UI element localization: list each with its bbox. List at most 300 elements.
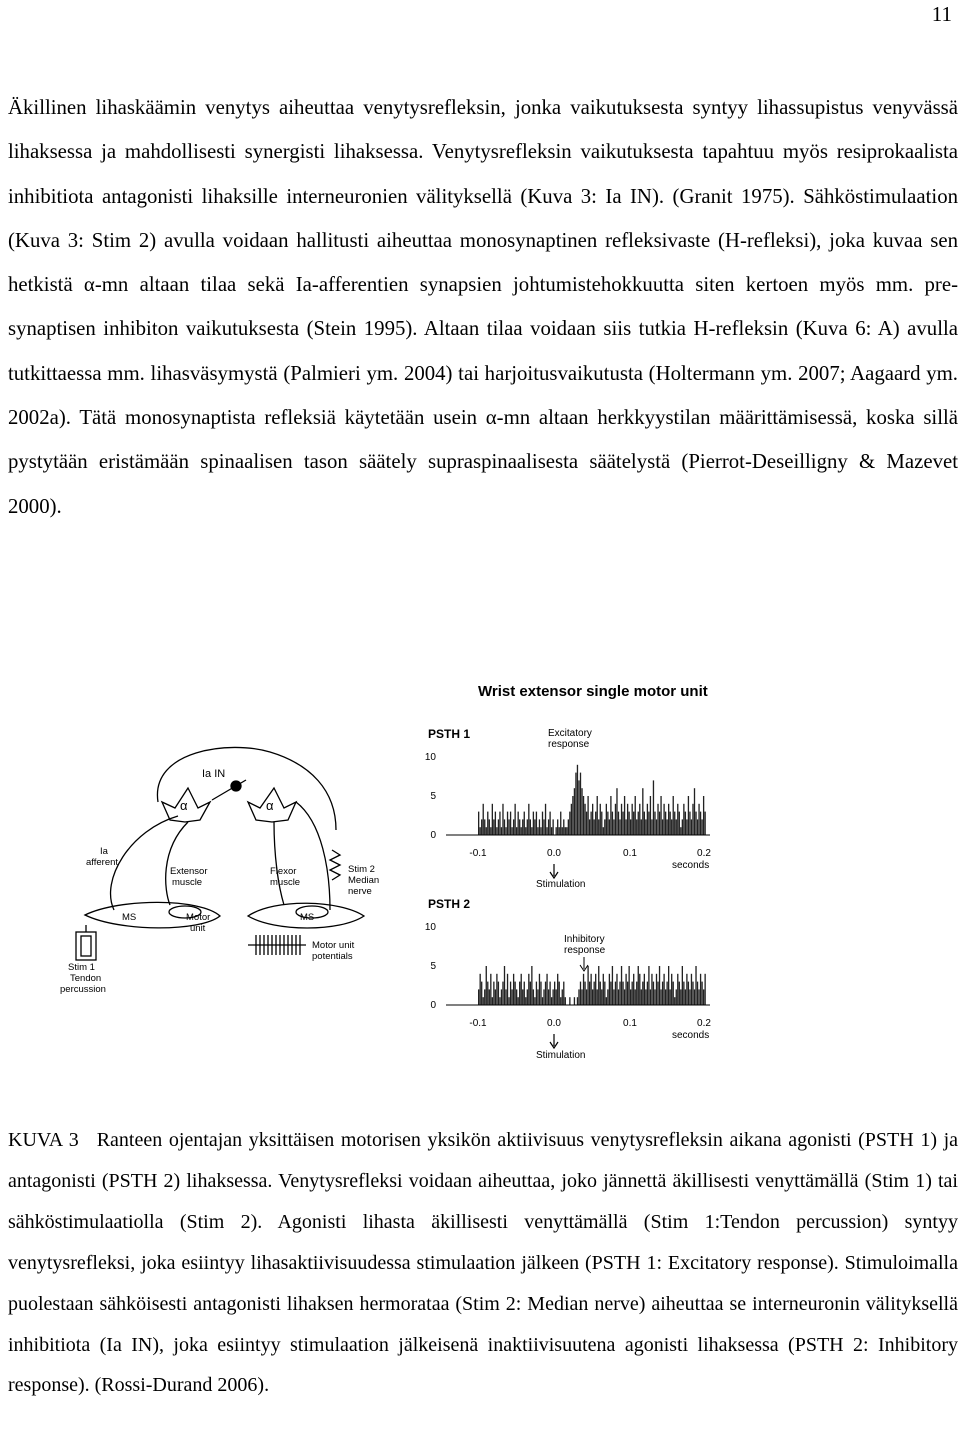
psth2-xtick-01: 0.1	[623, 1018, 637, 1029]
psth1-bar	[572, 796, 573, 835]
psth2-xlabel: seconds	[672, 1030, 710, 1041]
psth1-bar	[493, 819, 494, 835]
psth1-bar	[704, 812, 705, 835]
psth2-annotation-line2: response	[564, 945, 606, 956]
psth1-bar	[551, 827, 552, 835]
psth1-bar	[595, 812, 596, 835]
psth2-bar	[662, 982, 663, 1005]
psth1-bar	[533, 812, 534, 835]
psth2-bar	[656, 974, 657, 1005]
psth1-bar	[653, 780, 654, 835]
psth1-xtick-01: 0.1	[623, 848, 637, 859]
psth1-bar	[587, 796, 588, 835]
psth1-bar	[603, 827, 604, 835]
psth2-bar	[636, 982, 637, 1005]
psth2-bar	[703, 989, 704, 1005]
psth2-bar	[597, 989, 598, 1005]
psth1-bar	[549, 812, 550, 835]
psth1-ytick-10: 10	[424, 752, 436, 763]
psth2-bar	[501, 989, 502, 1005]
label-ms-left: MS	[122, 912, 137, 923]
figure-caption	[8, 1120, 958, 1406]
label-stim2-1: Stim 2	[348, 864, 375, 875]
psth2-bar	[496, 974, 497, 1005]
psth2-bar	[697, 982, 698, 1005]
psth2-bar	[565, 997, 566, 1005]
psth2-bar	[490, 974, 491, 1005]
psth1-bar	[606, 804, 607, 835]
psth2-bar	[665, 989, 666, 1005]
psth2-bar	[600, 982, 601, 1005]
psth1-bar	[685, 812, 686, 835]
psth2-bar	[556, 989, 557, 1005]
psth2-bar	[625, 974, 626, 1005]
psth1-bar	[689, 812, 690, 835]
psth2-bar	[671, 974, 672, 1005]
psth2-bar	[657, 982, 658, 1005]
label-extensor-2: muscle	[172, 877, 203, 888]
psth1-bar	[660, 796, 661, 835]
psth1-bar	[694, 788, 695, 835]
psth1-bar	[590, 812, 591, 835]
psth1-bar	[698, 804, 699, 835]
psth2-bars	[478, 966, 706, 1005]
psth1-bar	[592, 804, 593, 835]
psth1-bar	[490, 827, 491, 835]
psth2-bar	[534, 997, 535, 1005]
psth1-bar	[674, 812, 675, 835]
psth2-bar	[493, 982, 494, 1005]
psth2-bar	[583, 974, 584, 1005]
psth1-bar	[673, 796, 674, 835]
caption-text: Ranteen ojentajan yksittäisen motorisen yksikön aktiivisuus venytysrefleksin aikana agonisti (PSTH 1) ja antagonisti (PSTH 2) lihaksessa. Venytysrefleksi voidaan aiheuttaa, joko jännettä äkillisesti venyttämällä (Stim 1) tai sähköstimulaatiolla (Stim 2). Agonisti lihasta äkillisesti venyttämällä (Stim 1:Tendon percussion) syntyy venytysrefleksi, joka esiintyy lihasaktiivisuudessa stimulaation jälkeen (PSTH 1: Excitatory response). Stimuloimalla puolestaan sähköisesti antagonisti lihaksen hermorataa (Stim 2: Median nerve) aiheuttaa se interneuronin välityksellä inhibitiota (Ia IN), joka esiintyy stimulaation jälkeisenä inaktiivisuutena agonisti lihaksessa (PSTH 2: Inhibitory response). (Rossi-Durand 2006).	[8, 1129, 959, 1397]
psth2-bar	[554, 982, 555, 1005]
page-number: 11	[931, 2, 952, 26]
psth1-bar	[525, 827, 526, 835]
label-motor-unit-1: Motor	[186, 912, 211, 923]
psth1-bar	[615, 804, 616, 835]
psth2-bar	[606, 997, 607, 1005]
psth1-bar	[481, 819, 482, 835]
psth2-bar	[586, 989, 587, 1005]
psth1-title: PSTH 1	[428, 727, 471, 741]
psth1-bar	[668, 804, 669, 835]
psth2-bar	[540, 982, 541, 1005]
psth2-bar	[519, 982, 520, 1005]
psth1-bar	[566, 827, 567, 835]
psth2-bar	[507, 974, 508, 1005]
psth2-bar	[604, 982, 605, 1005]
psth1-bar	[580, 773, 581, 835]
psth1-bar	[565, 827, 566, 835]
psth1-bar	[644, 812, 645, 835]
psth1-bar	[486, 827, 487, 835]
psth1-bar	[560, 812, 561, 835]
psth2-bar	[674, 997, 675, 1005]
psth2-bar	[632, 982, 633, 1005]
psth2-bar	[574, 997, 575, 1005]
figure-kuva-3	[60, 680, 730, 1075]
psth2-bar	[484, 989, 485, 1005]
psth1-bar	[628, 812, 629, 835]
psth1-bar	[635, 796, 636, 835]
psth1-bar	[671, 819, 672, 835]
psth2-bar	[676, 989, 677, 1005]
psth2-bar	[539, 974, 540, 1005]
label-flexor-2: muscle	[270, 877, 301, 888]
psth2-bar	[642, 982, 643, 1005]
psth2-bar	[552, 989, 553, 1005]
psth2-bar	[610, 982, 611, 1005]
psth2-bar	[644, 974, 645, 1005]
psth1-bar	[574, 788, 575, 835]
psth1-bar	[670, 812, 671, 835]
psth1-bar	[504, 819, 505, 835]
psth2-bar	[478, 989, 479, 1005]
psth1-bar	[594, 819, 595, 835]
psth1-bar	[546, 827, 547, 835]
psth1-stimulation-arrow	[550, 864, 558, 878]
label-ia-afferent-2: afferent	[86, 857, 119, 868]
psth2-bar	[682, 966, 683, 1005]
psth1-bar	[505, 827, 506, 835]
psth1-bar	[518, 812, 519, 835]
psth1-bar	[632, 804, 633, 835]
psth2-bar	[486, 966, 487, 1005]
psth1-bar	[559, 827, 560, 835]
psth1-bar	[663, 804, 664, 835]
psth1-bar	[682, 819, 683, 835]
psth2-bar	[612, 966, 613, 1005]
psth1-bar	[677, 804, 678, 835]
psth2-bar	[559, 982, 560, 1005]
psth1-bar	[612, 812, 613, 835]
psth1-bar	[495, 812, 496, 835]
figure-svg	[60, 680, 730, 1075]
psth2-bar	[628, 966, 629, 1005]
label-ia-afferent-1: Ia	[100, 846, 108, 857]
psth2-bar	[527, 989, 528, 1005]
psth1-bar	[645, 819, 646, 835]
psth2-bar	[483, 997, 484, 1005]
psth2-bar	[692, 982, 693, 1005]
psth1-stimulation-label: Stimulation	[536, 879, 586, 890]
psth1-bar	[657, 804, 658, 835]
psth2-bar	[685, 989, 686, 1005]
label-alpha-left: α	[180, 798, 188, 813]
psth1-bar	[584, 804, 585, 835]
psth2-bar	[633, 974, 634, 1005]
psth2-bar	[492, 997, 493, 1005]
psth2-xtick-02: 0.2	[697, 1018, 711, 1029]
psth2-bar	[508, 997, 509, 1005]
psth2-ytick-0: 0	[430, 1000, 436, 1011]
psth1-bar	[511, 827, 512, 835]
psth2-bar	[580, 982, 581, 1005]
psth2-bar	[673, 982, 674, 1005]
psth2-bar	[548, 989, 549, 1005]
psth2-annotation-line1: Inhibitory	[564, 934, 605, 945]
label-motor-unit-2: unit	[190, 923, 206, 934]
psth1-bar	[562, 827, 563, 835]
caption-label: KUVA 3	[8, 1129, 79, 1151]
psth2-bar	[679, 982, 680, 1005]
psth1-bar	[641, 819, 642, 835]
psth1-bar	[659, 812, 660, 835]
psth2-bar	[495, 989, 496, 1005]
psth2-title: PSTH 2	[428, 897, 471, 911]
psth2-bar	[668, 966, 669, 1005]
psth1-ytick-0: 0	[430, 830, 436, 841]
label-mup-2: potentials	[312, 951, 353, 962]
psth1-bar	[581, 788, 582, 835]
psth1-bar	[703, 796, 704, 835]
psth2-bar	[701, 982, 702, 1005]
psth2-bar	[654, 989, 655, 1005]
psth1-bar	[609, 819, 610, 835]
psth1-bar	[537, 827, 538, 835]
psth1-xtick-m01: -0.1	[469, 848, 487, 859]
psth2-bar	[691, 974, 692, 1005]
psth1-bar	[539, 819, 540, 835]
psth2-bar	[638, 966, 639, 1005]
psth2-bar	[528, 974, 529, 1005]
psth1-bar	[569, 812, 570, 835]
psth1-bar	[498, 819, 499, 835]
psth1-bar	[618, 812, 619, 835]
psth2-bar	[639, 974, 640, 1005]
psth1-bar	[616, 788, 617, 835]
psth2-bar	[531, 966, 532, 1005]
psth1-bar	[568, 819, 569, 835]
psth2-bar	[688, 982, 689, 1005]
psth2-bar	[560, 997, 561, 1005]
psth2-bar	[683, 982, 684, 1005]
psth1-bar	[633, 812, 634, 835]
psth2-bar	[616, 974, 617, 1005]
psth2-bar	[481, 982, 482, 1005]
psth1-bar	[545, 804, 546, 835]
psth1-xtick-02: 0.2	[697, 848, 711, 859]
psth2-bar	[598, 966, 599, 1005]
psth1-bar	[489, 819, 490, 835]
psth2-bar	[542, 997, 543, 1005]
psth2-bar	[543, 989, 544, 1005]
psth1-bar	[510, 812, 511, 835]
psth2-bar	[551, 997, 552, 1005]
psth1-bar	[502, 804, 503, 835]
psth1-bar	[540, 827, 541, 835]
psth1-bar	[680, 827, 681, 835]
psth2-bar	[546, 974, 547, 1005]
psth2-bar	[563, 982, 564, 1005]
psth2-bar	[518, 997, 519, 1005]
psth2-bar	[635, 989, 636, 1005]
psth2-bar	[514, 982, 515, 1005]
psth2-bar	[618, 989, 619, 1005]
psth2-bar	[521, 974, 522, 1005]
psth2-bar	[504, 966, 505, 1005]
psth1-bar	[507, 812, 508, 835]
psth1-bar	[496, 827, 497, 835]
psth2-bar	[660, 989, 661, 1005]
psth2-bar	[653, 982, 654, 1005]
psth2-bar	[513, 974, 514, 1005]
psth1-bar	[683, 804, 684, 835]
psth1-bar	[697, 819, 698, 835]
psth2-bar	[704, 974, 705, 1005]
psth1-bar	[499, 812, 500, 835]
psth2-bar	[627, 982, 628, 1005]
psth2-bar	[621, 966, 622, 1005]
psth1-bar	[666, 819, 667, 835]
psth1-bar	[654, 812, 655, 835]
psth2-bar	[648, 966, 649, 1005]
psth1-bar	[552, 819, 553, 835]
psth1-bar	[600, 804, 601, 835]
psth2-bar	[630, 989, 631, 1005]
psth1-bar	[701, 819, 702, 835]
psth1-bar	[624, 796, 625, 835]
psth2-bar	[698, 989, 699, 1005]
psth2-bar	[522, 989, 523, 1005]
psth1-bar	[651, 819, 652, 835]
psth1-bar	[519, 819, 520, 835]
psth1-bar	[642, 788, 643, 835]
psth1-bar	[521, 827, 522, 835]
psth2-bar	[587, 966, 588, 1005]
psth1-bar	[487, 812, 488, 835]
psth1-bar	[625, 819, 626, 835]
psth2-inhibitory-arrow	[580, 957, 588, 971]
psth1-bar	[536, 812, 537, 835]
psth2-bar	[594, 982, 595, 1005]
label-ms-right: MS	[300, 912, 315, 923]
psth1-bars	[478, 765, 706, 835]
psth2-bar	[677, 974, 678, 1005]
psth1-xlabel: seconds	[672, 860, 710, 871]
figure-title: Wrist extensor single motor unit	[478, 683, 708, 700]
psth2-bar	[680, 989, 681, 1005]
psth1-bar	[610, 796, 611, 835]
psth1-bar	[662, 819, 663, 835]
psth2-bar	[549, 982, 550, 1005]
psth1-bar	[607, 812, 608, 835]
psth1-bar	[613, 819, 614, 835]
psth2-bar	[607, 989, 608, 1005]
psth2-bar	[487, 982, 488, 1005]
psth2-bar	[480, 974, 481, 1005]
psth1-bar	[571, 804, 572, 835]
psth2-bar	[663, 974, 664, 1005]
psth1-bar	[636, 819, 637, 835]
psth2-bar	[650, 989, 651, 1005]
psth2-bar	[622, 982, 623, 1005]
psth2-bar	[557, 974, 558, 1005]
psth1-xtick-0: 0.0	[547, 848, 561, 859]
psth2-bar	[584, 982, 585, 1005]
psth1-bar	[556, 827, 557, 835]
psth1-bar	[647, 804, 648, 835]
psth2-bar	[498, 982, 499, 1005]
psth2-bar	[516, 989, 517, 1005]
psth1-ytick-5: 5	[430, 791, 436, 802]
psth1-bar	[598, 819, 599, 835]
psth1-annotation-line2: response	[548, 739, 590, 750]
psth2-bar	[670, 989, 671, 1005]
psth2-bar	[545, 982, 546, 1005]
psth2-bar	[577, 997, 578, 1005]
psth1-bar	[578, 780, 579, 835]
psth1-bar	[604, 819, 605, 835]
psth2-bar	[624, 989, 625, 1005]
psth2-bar	[686, 974, 687, 1005]
psth2-ytick-10: 10	[424, 922, 436, 933]
psth2-bar	[581, 989, 582, 1005]
stim2-zigzag	[330, 850, 340, 880]
psth2-bar	[694, 989, 695, 1005]
psth2-xtick-0: 0.0	[547, 1018, 561, 1029]
psth1-bar	[527, 819, 528, 835]
psth2-bar	[592, 989, 593, 1005]
psth2-stimulation-arrow	[550, 1034, 558, 1048]
psth2-bar	[615, 982, 616, 1005]
label-mup-1: Motor unit	[312, 940, 355, 951]
psth1-bar	[514, 804, 515, 835]
psth2-chart	[425, 897, 712, 1061]
psth2-bar	[641, 989, 642, 1005]
psth2-stimulation-label: Stimulation	[536, 1050, 586, 1061]
psth1-bar	[648, 812, 649, 835]
psth1-bar	[557, 819, 558, 835]
label-stim1-2: Tendon	[70, 973, 102, 984]
psth2-bar	[695, 966, 696, 1005]
psth2-bar	[651, 974, 652, 1005]
psth2-bar	[533, 989, 534, 1005]
psth1-bar	[583, 796, 584, 835]
psth2-bar	[659, 966, 660, 1005]
psth1-bar	[639, 804, 640, 835]
psth1-chart	[425, 727, 712, 890]
psth1-bar	[692, 804, 693, 835]
psth1-bar	[483, 804, 484, 835]
psth1-bar	[676, 819, 677, 835]
label-ia-in: Ia IN	[202, 768, 226, 780]
psth1-bar	[650, 796, 651, 835]
psth1-bar	[531, 827, 532, 835]
psth1-bar	[484, 819, 485, 835]
psth1-bar	[619, 819, 620, 835]
psth1-bar	[522, 819, 523, 835]
psth1-bar	[516, 827, 517, 835]
ia-interneuron	[231, 781, 241, 791]
psth2-bar	[647, 982, 648, 1005]
psth2-bar	[505, 989, 506, 1005]
psth1-bar	[638, 812, 639, 835]
psth2-bar	[536, 982, 537, 1005]
label-flexor-1: Flexor	[270, 866, 297, 877]
psth1-bar	[586, 812, 587, 835]
psth2-bar	[589, 982, 590, 1005]
psth2-bar	[524, 982, 525, 1005]
psth2-bar	[590, 974, 591, 1005]
psth1-bar	[534, 819, 535, 835]
psth2-bar	[510, 982, 511, 1005]
psth1-bar	[691, 819, 692, 835]
psth1-bar	[695, 812, 696, 835]
psth2-bar	[613, 989, 614, 1005]
psth2-bar	[603, 974, 604, 1005]
